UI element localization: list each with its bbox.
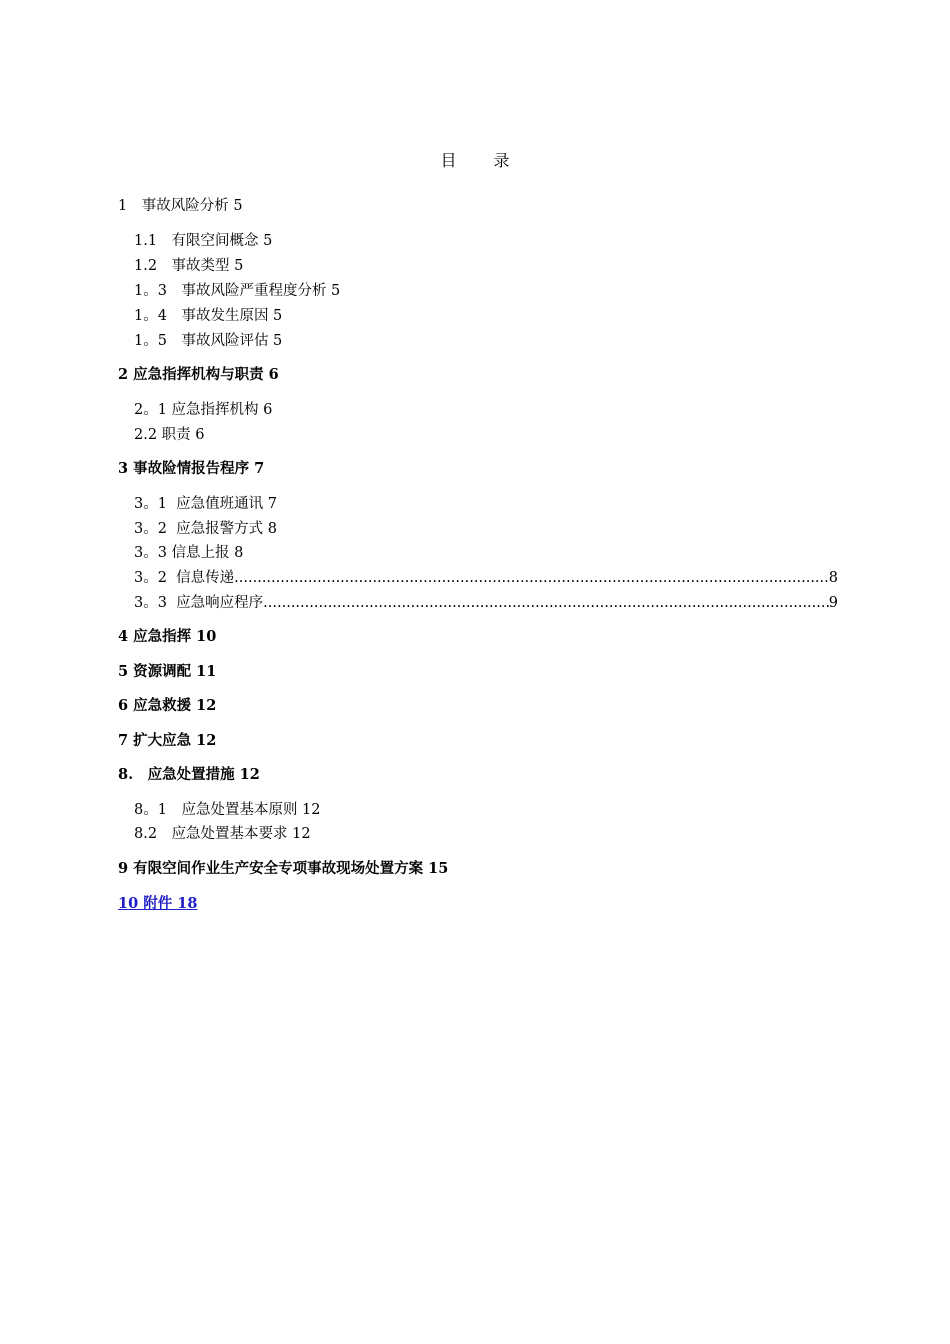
toc-entry-9[interactable]: 9 有限空间作业生产安全专项事故现场处置方案 15 [118, 860, 449, 877]
toc-entry-3-3[interactable]: 3。3 信息上报 8 [134, 545, 244, 561]
toc-entry-8-1[interactable]: 8。1 应急处置基本原则 12 [134, 802, 321, 818]
toc-entry-4[interactable]: 4 应急指挥 10 [118, 628, 217, 645]
toc-entry-3-1[interactable]: 3。1 应急值班通讯 7 [134, 496, 278, 512]
toc-entry-8[interactable]: 8. 应急处置措施 12 [118, 766, 260, 783]
toc-entry-5[interactable]: 5 资源调配 11 [118, 663, 217, 680]
toc-entry-1-4[interactable]: 1。4 事故发生原因 5 [134, 308, 283, 324]
toc-entry-2-2[interactable]: 2.2 职责 6 [134, 427, 205, 443]
toc-entry-3-2[interactable]: 3。2 应急报警方式 8 [134, 521, 278, 537]
toc-entry-2[interactable]: 2 应急指挥机构与职责 6 [118, 366, 279, 383]
toc-entry-1[interactable]: 1 事故风险分析 5 [118, 198, 243, 214]
toc-entry-2-1[interactable]: 2。1 应急指挥机构 6 [134, 402, 273, 418]
toc-entry-page: 8 [828, 570, 838, 586]
toc-entry-10-link[interactable]: 10 附件 18 [118, 895, 198, 912]
toc-entry-3[interactable]: 3 事故险情报告程序 7 [118, 460, 265, 477]
toc-entry-3-3-response-procedure[interactable] [134, 593, 838, 613]
toc-entry-1-1[interactable]: 1.1 有限空间概念 5 [134, 233, 273, 249]
toc-entry-label: 3。3 应急响应程序 [134, 595, 264, 611]
toc-entry-1-3[interactable]: 1。3 事故风险严重程度分析 5 [134, 283, 341, 299]
toc-entry-7[interactable]: 7 扩大应急 12 [118, 732, 217, 749]
dot-leader [263, 593, 829, 613]
toc-entry-page: 9 [828, 595, 838, 611]
toc-title: 目 录 [440, 151, 526, 170]
toc-entry-1-2[interactable]: 1.2 事故类型 5 [134, 258, 244, 274]
toc-entry-3-2-info-transfer[interactable] [134, 568, 838, 588]
dot-leader [234, 568, 829, 588]
toc-entry-6[interactable]: 6 应急救援 12 [118, 697, 217, 714]
toc-entry-label: 3。2 信息传递 [134, 570, 235, 586]
toc-entry-8-2[interactable]: 8.2 应急处置基本要求 12 [134, 826, 311, 842]
toc-entry-1-5[interactable]: 1。5 事故风险评估 5 [134, 333, 283, 349]
